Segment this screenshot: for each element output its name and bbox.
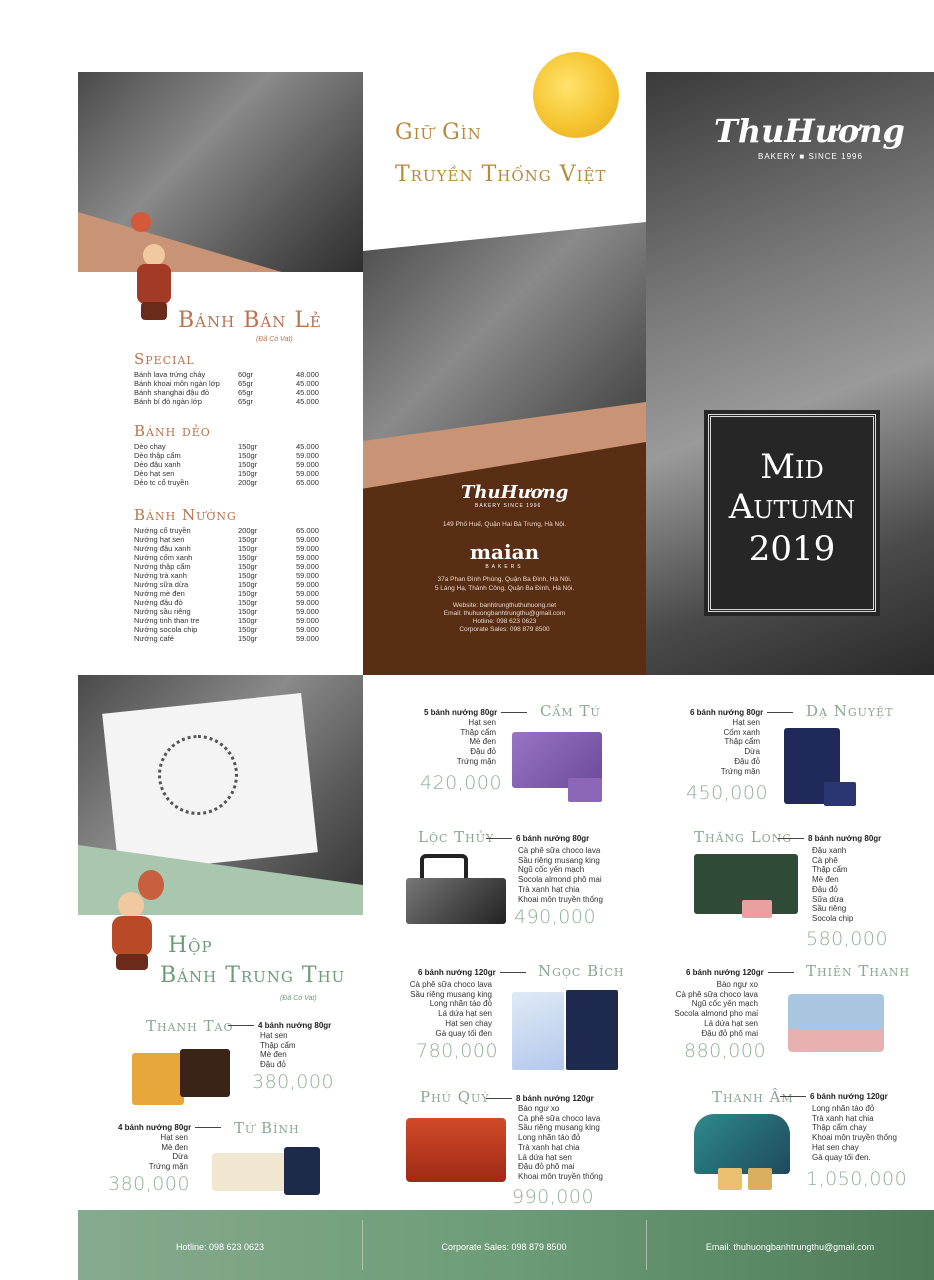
flavor-item: Hạt sen chay: [445, 1018, 492, 1028]
moon-illustration: [533, 52, 619, 138]
headline-line-1: Giữ Gìn: [395, 120, 482, 145]
item-price: 65.000: [296, 526, 319, 535]
product-name-da-nguyet: Dạ Nguyệt: [806, 702, 894, 720]
item-weight: 150gr: [238, 460, 258, 469]
item-name: Bánh lava trứng chảy: [134, 370, 206, 379]
product-count-da-nguyet: [690, 708, 797, 717]
item-weight: 150gr: [238, 451, 258, 460]
price-phu-quy: 990,000: [512, 1186, 595, 1208]
flavor-item: Đậu đỏ phô mai: [518, 1162, 575, 1172]
item-name: Nướng socola chip: [134, 625, 198, 634]
item-price: 59.000: [296, 544, 319, 553]
item-price: 59.000: [296, 625, 319, 634]
product-name-tu-binh: Tứ Bình: [234, 1119, 300, 1137]
item-weight: 150gr: [238, 598, 258, 607]
flavor-item: Khoai môn truyền thống: [812, 1133, 897, 1143]
price-thanh-am: 1,050,000: [806, 1168, 908, 1190]
item-weight: 65gr: [238, 397, 254, 406]
item-name: Nướng sầu riêng: [134, 607, 191, 616]
gift-box-panel: [78, 675, 363, 1215]
item-name: Nướng hạt sen: [134, 535, 185, 544]
menu-row: [134, 535, 336, 544]
footer-email: Email: thuhuongbanhtrungthu@gmail.com: [705, 1242, 875, 1252]
footer-bar: [78, 1210, 934, 1280]
item-weight: 150gr: [238, 607, 258, 616]
flavor-item: Đậu xanh: [812, 846, 847, 855]
address-2: 37a Phan Đình Phùng, Quận Ba Đình, Hà Nội.: [437, 576, 572, 583]
retail-panel: [78, 72, 363, 675]
item-weight: 150gr: [238, 616, 258, 625]
item-name: Nướng đậu đỏ: [134, 598, 183, 607]
price-da-nguyet: 450,000: [686, 782, 769, 804]
flavor-item: Trà xanh hạt chia: [518, 884, 580, 894]
item-weight: 150gr: [238, 535, 258, 544]
flavor-item: Trứng mặn: [720, 766, 760, 776]
flavor-item: Gà quay tối đen: [435, 1028, 492, 1038]
flavor-item: Cà phê sữa choco lava: [518, 846, 601, 855]
item-name: Bánh khoai môn ngàn lớp: [134, 379, 220, 388]
flavor-item: Khoai môn truyền thống: [518, 894, 603, 904]
flavor-item: Socola almond phô mai: [518, 875, 602, 885]
item-name: Nướng cốm xanh: [134, 553, 193, 562]
item-name: Nướng thập cẩm: [134, 562, 191, 571]
flavor-item: Sầu riêng musang king: [518, 1123, 600, 1133]
flavor-list-da-nguyet: [700, 718, 760, 776]
menu-section-nuong: [134, 506, 336, 643]
menu-row: [134, 598, 336, 607]
item-name: Dẻo thập cẩm: [134, 451, 181, 460]
flavor-item: Đậu đỏ: [734, 756, 760, 766]
item-price: 59.000: [296, 589, 319, 598]
product-count-ngoc-bich: [418, 968, 530, 977]
product-name-thanh-tao: Thanh Tao: [146, 1017, 234, 1035]
product-name-phu-quy: Phú Quý: [420, 1088, 490, 1106]
address-1: 149 Phố Huế, Quận Hai Bà Trưng, Hà Nội.: [442, 521, 567, 528]
menu-row: [134, 634, 336, 643]
item-weight: 150gr: [238, 589, 258, 598]
flavor-item: Sầu riêng: [812, 904, 847, 914]
product-name-thang-long: Thăng Long: [694, 828, 793, 846]
product-name-thanh-am: Thanh Âm: [712, 1088, 794, 1106]
item-name: Nướng trà xanh: [134, 571, 187, 580]
flavor-list-thanh-am: [812, 1104, 897, 1162]
gift-title-note: (Đã Có Vat): [280, 995, 317, 1002]
flavor-item: Long nhãn táo đỏ: [518, 1133, 581, 1143]
flavor-list-tu-binh: [128, 1133, 188, 1172]
menu-row: [134, 544, 336, 553]
flavor-item: Thập cẩm: [460, 727, 496, 737]
price-ngoc-bich: 780,000: [416, 1040, 499, 1062]
menu-table: [134, 526, 336, 643]
flavor-item: Cà phê sữa choco lava: [518, 1113, 601, 1123]
item-name: Nướng cổ truyền: [134, 526, 191, 535]
menu-row: [134, 379, 336, 388]
maian-subtitle: BAKERS: [485, 564, 524, 570]
flavor-item: Đậu đỏ: [260, 1060, 286, 1070]
cover-panel: [646, 72, 934, 675]
flavor-item: Dừa: [744, 747, 760, 757]
flavor-list-thanh-tao: [260, 1031, 296, 1070]
item-weight: 150gr: [238, 571, 258, 580]
item-price: 59.000: [296, 634, 319, 643]
count-text: 6 bánh nướng 80gr: [516, 834, 590, 843]
product-count-phu-quy: [482, 1094, 594, 1103]
flavor-item: Hạt sen chay: [812, 1142, 859, 1152]
menu-table: [134, 370, 336, 406]
flavor-item: Lá dứa hạt sen: [518, 1152, 572, 1162]
price-thanh-tao: 380,000: [252, 1071, 335, 1093]
item-weight: 65gr: [238, 379, 254, 388]
flavor-item: Cốm xanh: [723, 727, 760, 737]
product-count: [118, 1123, 225, 1132]
count-text: 8 bánh nướng 120gr: [516, 1094, 594, 1103]
item-price: 59.000: [296, 553, 319, 562]
flavor-list-ngoc-bich: [394, 980, 492, 1038]
item-weight: 150gr: [238, 634, 258, 643]
flavor-list-cam-tu: [436, 718, 496, 767]
menu-row: [134, 442, 336, 451]
cam-tu-box-image: [512, 732, 612, 804]
item-name: Dẻo chay: [134, 442, 166, 451]
product-count-thanh-am: [776, 1092, 888, 1101]
thuhuong-logo: ThuHương: [461, 482, 569, 503]
menu-row: [134, 607, 336, 616]
flavor-item: Đậu đỏ: [470, 747, 496, 757]
menu-row: [134, 451, 336, 460]
menu-row: [134, 469, 336, 478]
product-count-loc-thuy: [482, 834, 589, 843]
item-weight: 150gr: [238, 544, 258, 553]
menu-section-deo: [134, 422, 336, 487]
title-line-year: 2019: [748, 529, 836, 569]
flavor-item: Hạt sen: [260, 1031, 288, 1040]
item-weight: 150gr: [238, 469, 258, 478]
item-name: Nướng café: [134, 634, 174, 643]
flavor-item: Trà xanh hạt chia: [812, 1113, 874, 1123]
corporate-sales: Corporate Sales: 098 879 8500: [459, 626, 550, 633]
item-name: Dẻo đậu xanh: [134, 460, 181, 469]
menu-row: [134, 580, 336, 589]
thang-long-box-image: [694, 854, 804, 928]
item-name: Nướng sữa dừa: [134, 580, 189, 589]
loc-thuy-box-image: [406, 854, 512, 934]
flavor-item: Gà quay tối đen.: [812, 1152, 871, 1162]
item-price: 45.000: [296, 397, 319, 406]
phu-quy-box-image: [406, 1118, 510, 1186]
flavor-item: Đậu đỏ phô mai: [701, 1028, 758, 1038]
product-count-thien-thanh: [686, 968, 798, 977]
flavor-list-thang-long: [812, 846, 853, 924]
thanh-tao-box-image: [132, 1049, 232, 1105]
item-price: 59.000: [296, 598, 319, 607]
count-text: 4 bánh nướng 80gr: [118, 1123, 192, 1132]
flavor-item: Thập cẩm: [812, 865, 848, 875]
cover-logo: ThuHương: [714, 112, 905, 150]
menu-row: [134, 553, 336, 562]
product-name-cam-tu: Cẩm Tú: [540, 702, 601, 720]
price-loc-thuy: 490,000: [514, 906, 597, 928]
item-price: 59.000: [296, 451, 319, 460]
flavor-item: Mè đen: [161, 1142, 188, 1152]
menu-row: [134, 388, 336, 397]
flavor-item: Trứng mặn: [148, 1162, 188, 1172]
flavor-item: Thập cẩm chay: [812, 1123, 867, 1133]
flavor-item: Đậu đỏ: [812, 884, 838, 894]
da-nguyet-box-image: [784, 728, 858, 808]
item-name: Nướng tinh than tre: [134, 616, 200, 625]
item-price: 59.000: [296, 580, 319, 589]
product-name-thien-thanh: Thiên Thanh: [806, 962, 911, 980]
product-name-ngoc-bich: Ngọc Bích: [538, 962, 625, 980]
count-text: 6 bánh nướng 120gr: [810, 1092, 888, 1101]
menu-table: [134, 442, 336, 487]
flavor-item: Sầu riêng musang king: [518, 855, 600, 865]
price-cam-tu: 420,000: [420, 772, 503, 794]
item-price: 45.000: [296, 388, 319, 397]
item-weight: 150gr: [238, 625, 258, 634]
item-name: Nướng đậu xanh: [134, 544, 191, 553]
count-text: 4 bánh nướng 80gr: [258, 1021, 332, 1030]
flavor-item: Hạt sen: [160, 1133, 188, 1142]
item-price: 48.000: [296, 370, 319, 379]
section-heading: Special: [134, 350, 195, 368]
item-name: Nướng mè đen: [134, 589, 185, 598]
menu-row: [134, 370, 336, 379]
flavor-item: Long nhãn táo đỏ: [812, 1104, 875, 1113]
flavor-item: Ngũ cốc yến mạch: [518, 865, 585, 875]
flavor-item: Socola chip: [812, 913, 854, 923]
flavor-item: Sữa dừa: [812, 894, 844, 904]
item-weight: 150gr: [238, 442, 258, 451]
gift-title-1: Hộp: [168, 933, 213, 958]
item-price: 59.000: [296, 571, 319, 580]
item-weight: 60gr: [238, 370, 254, 379]
product-name-loc-thuy: Lộc Thủy: [418, 828, 495, 846]
ngoc-bich-box-image: [512, 990, 620, 1074]
section-heading: Bánh dẻo: [134, 422, 211, 440]
menu-row: [134, 478, 336, 487]
menu-row: [134, 460, 336, 469]
flavor-item: Mè đen: [260, 1050, 287, 1060]
menu-row: [134, 562, 336, 571]
website: Website: banhtrungthuthuhuong.net: [452, 602, 557, 609]
item-name: Dẻo hạt sen: [134, 469, 175, 478]
flavor-item: Thập cẩm: [724, 737, 760, 747]
footer-hotline: Hotline: 098 623 0623: [175, 1242, 265, 1252]
retail-title: Bánh Bán Lẻ: [178, 308, 322, 333]
product-count-cam-tu: [424, 708, 531, 717]
logo-subtitle: BAKERY SINCE 1996: [475, 503, 542, 509]
count-text: 6 bánh nướng 120gr: [418, 968, 496, 977]
price-tu-binh: 380,000: [108, 1173, 191, 1195]
flavor-item: Khoai môn truyền thống: [518, 1171, 603, 1181]
menu-row: [134, 526, 336, 535]
flavor-item: Long nhãn táo đỏ: [429, 999, 492, 1009]
item-price: 59.000: [296, 535, 319, 544]
flavor-item: Hạt sen: [468, 718, 496, 727]
item-name: Bánh shanghai đậu đỏ: [134, 388, 210, 397]
price-thang-long: 580,000: [806, 928, 889, 950]
flavor-item: Hạt sen: [732, 718, 760, 727]
flavor-item: Trứng mặn: [456, 756, 496, 766]
count-text: 8 bánh nướng 80gr: [808, 834, 882, 843]
item-weight: 150gr: [238, 580, 258, 589]
item-price: 59.000: [296, 460, 319, 469]
flavor-item: Lá dứa hạt sen: [438, 1009, 492, 1019]
flavor-item: Socola almond pho mai: [674, 1009, 758, 1019]
flavor-item: Ngũ cốc yến mạch: [691, 999, 758, 1009]
child-fan-illustration: [108, 870, 168, 990]
flavor-item: Trà xanh hạt chia: [518, 1142, 580, 1152]
item-price: 59.000: [296, 616, 319, 625]
menu-row: [134, 589, 336, 598]
menu-section-special: [134, 350, 336, 406]
price-thien-thanh: 880,000: [684, 1040, 767, 1062]
flavor-item: Thập cẩm: [260, 1040, 296, 1050]
item-weight: 150gr: [238, 562, 258, 571]
item-weight: 200gr: [238, 526, 258, 535]
flavor-item: Mè đen: [812, 875, 839, 885]
cover-logo-subtitle: BAKERY ■ SINCE 1996: [758, 152, 863, 161]
flavor-item: Cà phê sữa choco lava: [409, 980, 492, 989]
flavor-list-thien-thanh: [664, 980, 758, 1038]
count-text: 6 bánh nướng 120gr: [686, 968, 764, 977]
count-text: 6 bánh nướng 80gr: [690, 708, 764, 717]
flavor-item: Dừa: [172, 1152, 188, 1162]
footer-corporate: Corporate Sales: 098 879 8500: [441, 1242, 567, 1252]
product-count-thang-long: [774, 834, 881, 843]
menu-row: [134, 616, 336, 625]
flavor-item: Mè đen: [469, 737, 496, 747]
flavor-item: Sầu riêng musang king: [410, 989, 492, 999]
menu-row: [134, 571, 336, 580]
product-count: [224, 1021, 331, 1030]
section-heading: Bánh Nướng: [134, 506, 237, 524]
item-price: 45.000: [296, 379, 319, 388]
retail-title-note: (Đã Có Vat): [256, 336, 293, 343]
item-weight: 150gr: [238, 553, 258, 562]
count-text: 5 bánh nướng 80gr: [424, 708, 498, 717]
thanh-am-box-image: [694, 1114, 798, 1202]
email: Email: thuhuongbanhtrungthu@gmail.com: [443, 610, 566, 617]
tu-binh-box-image: [212, 1147, 324, 1199]
flavor-item: Cà phê sữa choco lava: [675, 989, 758, 999]
brand-panel: [363, 72, 646, 675]
flavor-item: Lá dứa hạt sen: [704, 1018, 758, 1028]
item-price: 45.000: [296, 442, 319, 451]
flavor-list-loc-thuy: [518, 846, 603, 904]
title-box: [708, 414, 876, 612]
child-lantern-illustration: [123, 212, 183, 332]
title-line-autumn: Autumn: [728, 487, 856, 527]
menu-row: [134, 397, 336, 406]
item-price: 59.000: [296, 469, 319, 478]
item-name: Bánh bí đỏ ngàn lớp: [134, 397, 202, 406]
hotline: Hotline: 098 623 0623: [472, 618, 537, 625]
title-line-mid: Mid: [760, 447, 824, 487]
headline-line-2: Truyền Thống Việt: [395, 162, 607, 187]
maian-logo: maian: [469, 540, 540, 564]
flavor-item: Bào ngư xo: [518, 1104, 560, 1113]
item-price: 65.000: [296, 478, 319, 487]
flavor-list-phu-quy: [518, 1104, 603, 1182]
flavor-item: Bào ngư xo: [716, 980, 758, 989]
item-price: 59.000: [296, 607, 319, 616]
address-3: 5 Láng Hạ, Thành Công, Quận Ba Đình, Hà Nội.: [434, 585, 575, 592]
flavor-item: Cà phê: [812, 855, 838, 865]
menu-row: [134, 625, 336, 634]
gift-title-2: Bánh Trung Thu: [160, 963, 346, 988]
thien-thanh-box-image: [788, 994, 886, 1056]
item-price: 59.000: [296, 562, 319, 571]
item-weight: 65gr: [238, 388, 254, 397]
item-weight: 200gr: [238, 478, 258, 487]
item-name: Dẻo tc cổ truyền: [134, 478, 189, 487]
